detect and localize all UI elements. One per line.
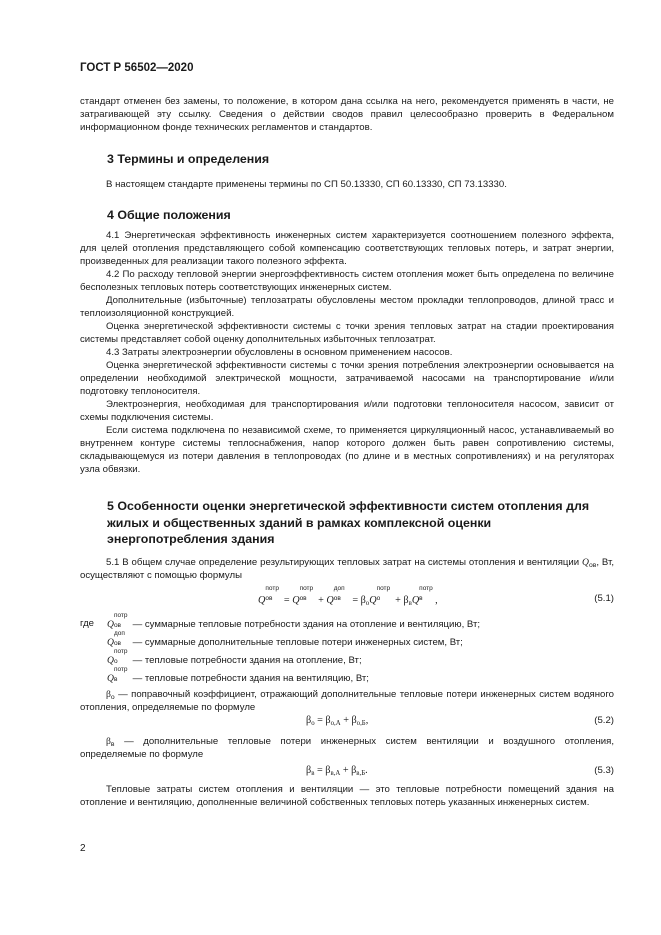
- paragraph-4-2-extra: Дополнительные (избыточные) теплозатраты обусловлены местом прокладки теплопроводов, длиной трасс и теплоизоляционной конструкцией.: [80, 295, 614, 319]
- paragraph-4-1: 4.1 Энергетическая эффективность инженерных систем характеризуется соотношением полезного эффекта, для целей отопления представляющего собой компенсацию соответствующих тепловых потерь, и затрат энергии, произведенных для реализации такого полезного эффекта.: [80, 230, 614, 267]
- paragraph-4-3-assessment: Оценка энергетической эффективности системы с точки зрения потребления электроэнергии основывается на определении необходимой электрической мощности, затрачиваемой насосами на транспортирование и/или подготовку теплоносителя.: [80, 360, 614, 397]
- paragraph-4-3-electricity: Электроэнергия, необходимая для транспортирования и/или подготовки теплоносителя насосом, зависит от схемы подключения системы.: [80, 399, 614, 423]
- paragraph-4-3: 4.3 Затраты электроэнергии обусловлены в основном применением насосов.: [106, 347, 453, 358]
- formula-5-1: Q потр ов = Q потр ов + Q доп ов = $\beta_оQ$ потр о + $\beta_вQ$ потр в ,: [258, 585, 438, 607]
- page-number: 2: [80, 843, 86, 854]
- formula-5-2: $\beta_о = \beta_{о,А} + \beta_{о,Б}$,: [306, 715, 369, 727]
- paragraph-4-3-pump: Если система подключена по независимой схеме, то применяется циркуляционный насос, устанавливаемый во внутреннем контуре системы теплоснабжения, напор которого должен быть равен сопротивлению системы, складывающемуся из потери давления в теплопроводах (по длине и в местных сопротивлениях) и на регуляторах узла обвязки.: [80, 425, 614, 475]
- formula-5-3-number: (5.3): [594, 765, 614, 776]
- closing-paragraph: Тепловые затраты систем отопления и вентиляции — это тепловые потребности помещений здания на отопление и вентиляцию, дополненные величиной собственных тепловых потерь указанных инженерных систем.: [80, 784, 614, 808]
- definition-q-ov-potr: Q потр ов — суммарные тепловые потребности здания на отопление и вентиляцию, Вт;: [107, 612, 481, 630]
- intro-paragraph: стандарт отменен без замены, то положение, в котором дана ссылка на него, рекомендуется применять в части, не затрагивающей эту ссылку. Сведения о действии сводов правил целесообразно проверить в Федеральном информационном фонде технических регламентов и стандартов.: [80, 96, 614, 133]
- definition-beta-o: $\beta_о$ — поправочный коэффициент, отражающий дополнительные тепловые потери инженерных систем водяного отопления, определяемые по формуле: [80, 689, 614, 713]
- paragraph-4-2: 4.2 По расходу тепловой энергии энергоэффективность систем отопления может быть определена по величине бесполезных тепловых потерь соответствующих инженерных систем.: [80, 269, 614, 293]
- where-label: где: [80, 618, 95, 629]
- definition-q-v-potr: Q потр в — тепловые потребности здания на вентиляцию, Вт;: [107, 666, 369, 684]
- section-3-title: 3 Термины и определения: [107, 152, 270, 166]
- section-4-title: 4 Общие положения: [107, 208, 231, 222]
- definition-q-ov-dop: Q доп ов — суммарные дополнительные тепловые потери инженерных систем, Вт;: [107, 630, 463, 648]
- section-3-text: В настоящем стандарте применены термины по СП 50.13330, СП 60.13330, СП 73.13330.: [106, 179, 507, 190]
- paragraph-5-1: 5.1 В общем случае определение результирующих тепловых затрат на системы отопления и вентиляции $Q_{ов}$, Вт, осуществляют с помощью формулы: [80, 557, 614, 581]
- paragraph-4-2-assessment: Оценка энергетической эффективности системы с точки зрения тепловых затрат на стадии проектирования системы представляет собой оценку дополнительных избыточных теплозатрат.: [80, 321, 614, 345]
- definition-beta-v: $\beta_в$ — дополнительные тепловые потери инженерных систем вентиляции и воздушного отопления, определяемые по формуле: [80, 736, 614, 760]
- formula-5-2-number: (5.2): [594, 715, 614, 726]
- definition-q-o-potr: Q потр о — тепловые потребности здания на отопление, Вт;: [107, 648, 362, 666]
- document-header: ГОСТ Р 56502—2020: [80, 62, 194, 74]
- formula-5-3: $\beta_в = \beta_{в,А} + \beta_{в,Б}$.: [306, 765, 368, 777]
- section-5-title: 5 Особенности оценки энергетической эффективности систем отопления для жилых и общественных зданий в рамках комплексной оценки энергопотребления здания: [107, 499, 590, 546]
- formula-5-1-number: (5.1): [594, 593, 614, 604]
